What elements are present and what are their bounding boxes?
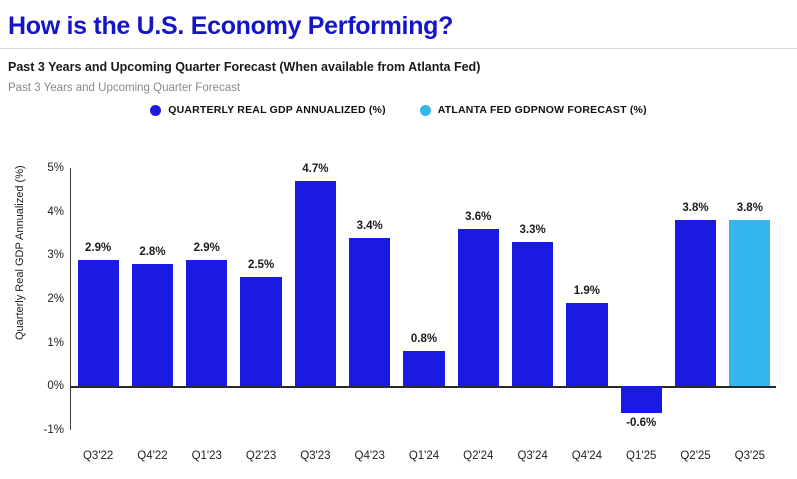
bar-slot	[125, 168, 179, 430]
y-axis-label: Quarterly Real GDP Annualized (%)	[14, 165, 26, 340]
y-tick-label: -1%	[43, 424, 64, 436]
bar-value-label: 2.8%	[139, 246, 166, 259]
bar[interactable]	[621, 386, 662, 412]
x-tick-text: Q3'22	[82, 450, 114, 462]
chart-axes	[43, 162, 780, 436]
bar-slot	[505, 168, 559, 430]
bar[interactable]	[132, 264, 173, 386]
bar[interactable]	[186, 260, 227, 387]
bar-slot	[614, 168, 668, 430]
bar-value-label: 2.9%	[193, 241, 220, 254]
chart-legend	[0, 104, 797, 116]
bar-slot	[288, 163, 342, 430]
bar-value-label: 3.6%	[465, 211, 492, 224]
bar[interactable]	[675, 220, 716, 386]
x-tick-text: Q1'25	[626, 450, 657, 462]
bar[interactable]	[729, 220, 770, 386]
bar-value-label: 4.7%	[302, 163, 329, 176]
bar-value-label: 2.9%	[85, 241, 112, 254]
x-tick-text: Q2'24	[463, 450, 494, 462]
bar-value-label: 1.9%	[573, 285, 601, 298]
bar-value-label: 0.8%	[410, 333, 438, 346]
bar-slot	[668, 168, 722, 430]
bar-value-label: 3.3%	[519, 224, 546, 237]
bar-slot	[180, 168, 234, 430]
x-tick-text: Q4'24	[571, 450, 603, 462]
bar[interactable]	[403, 351, 444, 386]
bar-value-label: 2.5%	[247, 259, 275, 272]
bar[interactable]	[566, 303, 607, 386]
y-tick-label: 5%	[47, 162, 64, 174]
header-divider	[0, 48, 797, 49]
y-tick-label: 1%	[47, 336, 64, 349]
bar[interactable]	[458, 229, 499, 386]
bar-slot	[397, 168, 451, 430]
x-tick-text: Q4'22	[137, 450, 168, 462]
y-tick-label: 2%	[47, 293, 64, 305]
bar-value-label: 3.8%	[682, 202, 709, 215]
x-tick-text: Q1'24	[408, 450, 440, 462]
bar-slot	[560, 168, 614, 430]
y-tick-label: 3%	[47, 249, 64, 262]
bar-slot	[234, 168, 288, 430]
bar-series	[71, 163, 777, 430]
legend-swatch-icon	[150, 105, 161, 116]
y-tick-label: 4%	[47, 205, 64, 218]
y-tick-label: 0%	[47, 380, 64, 393]
bar[interactable]	[295, 181, 336, 386]
x-tick-text: Q3'25	[734, 450, 765, 462]
x-tick-text: Q2'25	[680, 450, 711, 462]
legend-item-forecast[interactable]	[420, 104, 647, 116]
bar-slot	[71, 168, 125, 430]
bar-value-label: 3.8%	[736, 202, 763, 215]
chart-subtitle: Past 3 Years and Upcoming Quarter Forecast (When available from Atlanta Fed)	[8, 60, 481, 74]
x-tick-text: Q4'23	[354, 450, 385, 462]
bar[interactable]	[349, 238, 390, 386]
legend-swatch-icon	[420, 105, 431, 116]
bar-slot	[343, 168, 397, 430]
legend-label: ATLANTA FED GDPNOW FORECAST (%)	[437, 104, 647, 116]
x-tick-text: Q3'24	[517, 450, 548, 462]
x-tick-text: Q2'23	[245, 450, 277, 462]
bar-slot	[723, 168, 777, 430]
chart-subtitle-secondary: Past 3 Years and Upcoming Quarter Forecast	[8, 82, 241, 94]
page-title: How is the U.S. Economy Performing?	[8, 12, 454, 40]
legend-label: QUARTERLY REAL GDP ANNUALIZED (%)	[168, 104, 386, 116]
bar[interactable]	[78, 260, 119, 387]
bar[interactable]	[240, 277, 281, 386]
chart-plot-area	[0, 150, 797, 479]
x-axis-labels	[71, 450, 777, 470]
bar[interactable]	[512, 242, 553, 386]
legend-item-actual[interactable]	[150, 104, 386, 116]
x-tick-text: Q3'23	[300, 450, 331, 462]
bar-slot	[451, 168, 505, 430]
x-tick-text: Q1'23	[191, 450, 222, 462]
bar-value-label: 3.4%	[356, 219, 383, 232]
bar-value-label: -0.6%	[626, 416, 657, 429]
